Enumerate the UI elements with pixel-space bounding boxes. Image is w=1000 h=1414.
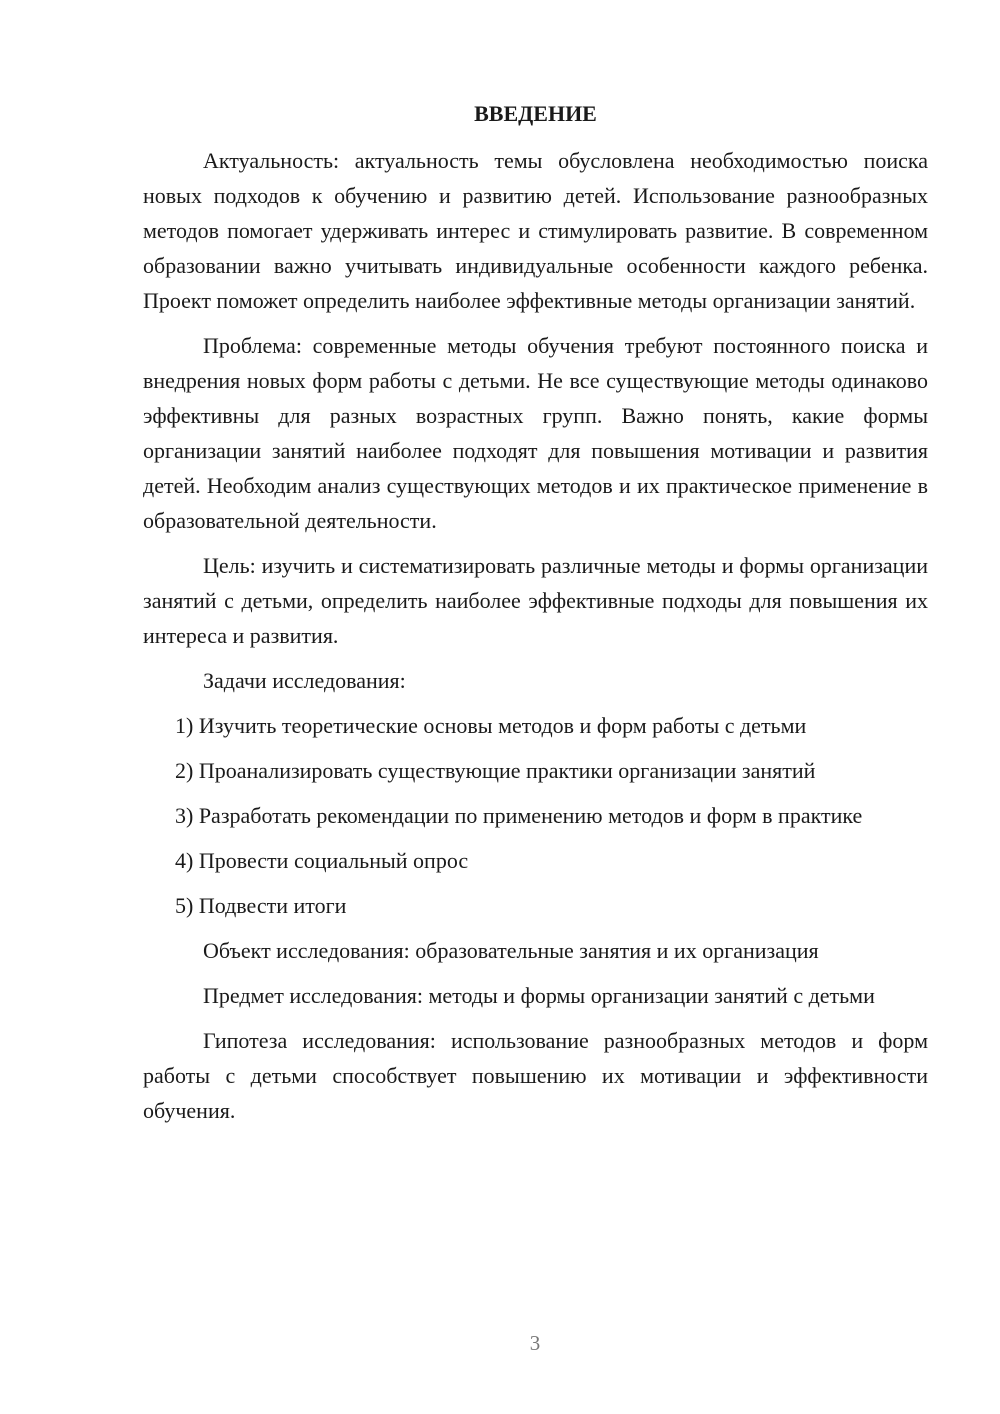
section-title: ВВЕДЕНИЕ [474,101,597,126]
problem-paragraph: Проблема: современные методы обучения требуют постоянного поиска и внедрения новых форм работы с детьми. Не все существующие методы одинаково эффективны для разных возрастных групп. Важно понять, какие формы организации занятий наиболее подходят для повышения мотивации и развития детей. Необходим анализ существующих методов и их практическое применение в образовательной деятельности. [143,333,928,533]
page-number: 3 [529,1331,541,1355]
task-item: 2) Проанализировать существующие практики организации занятий [175,758,816,783]
goal-paragraph: Цель: изучить и систематизировать различные методы и формы организации занятий с детьми, определить наиболее эффективные подходы для повышения их интереса и развития. [143,553,928,648]
object-paragraph: Объект исследования: образовательные занятия и их организация [203,938,819,963]
task-item: 3) Разработать рекомендации по применению методов и форм в практике [175,803,863,828]
task-item: 5) Подвести итоги [175,893,347,918]
page-content [143,96,928,1138]
subject-paragraph: Предмет исследования: методы и формы организации занятий с детьми [203,983,875,1008]
tasks-heading: Задачи исследования: [203,668,406,693]
task-item: 1) Изучить теоретические основы методов и форм работы с детьми [175,713,807,738]
relevance-paragraph: Актуальность: актуальность темы обусловлена необходимостью поиска новых подходов к обучению и развитию детей. Использование разнообразных методов помогает удерживать интерес и стимулировать развитие. В современном образовании важно учитывать индивидуальные особенности каждого ребенка. Проект поможет определить наиболее эффективные методы организации занятий. [143,148,928,313]
hypothesis-paragraph: Гипотеза исследования: использование разнообразных методов и форм работы с детьми способствует повышению их мотивации и эффективности обучения. [143,1028,928,1123]
task-item: 4) Провести социальный опрос [175,848,469,873]
